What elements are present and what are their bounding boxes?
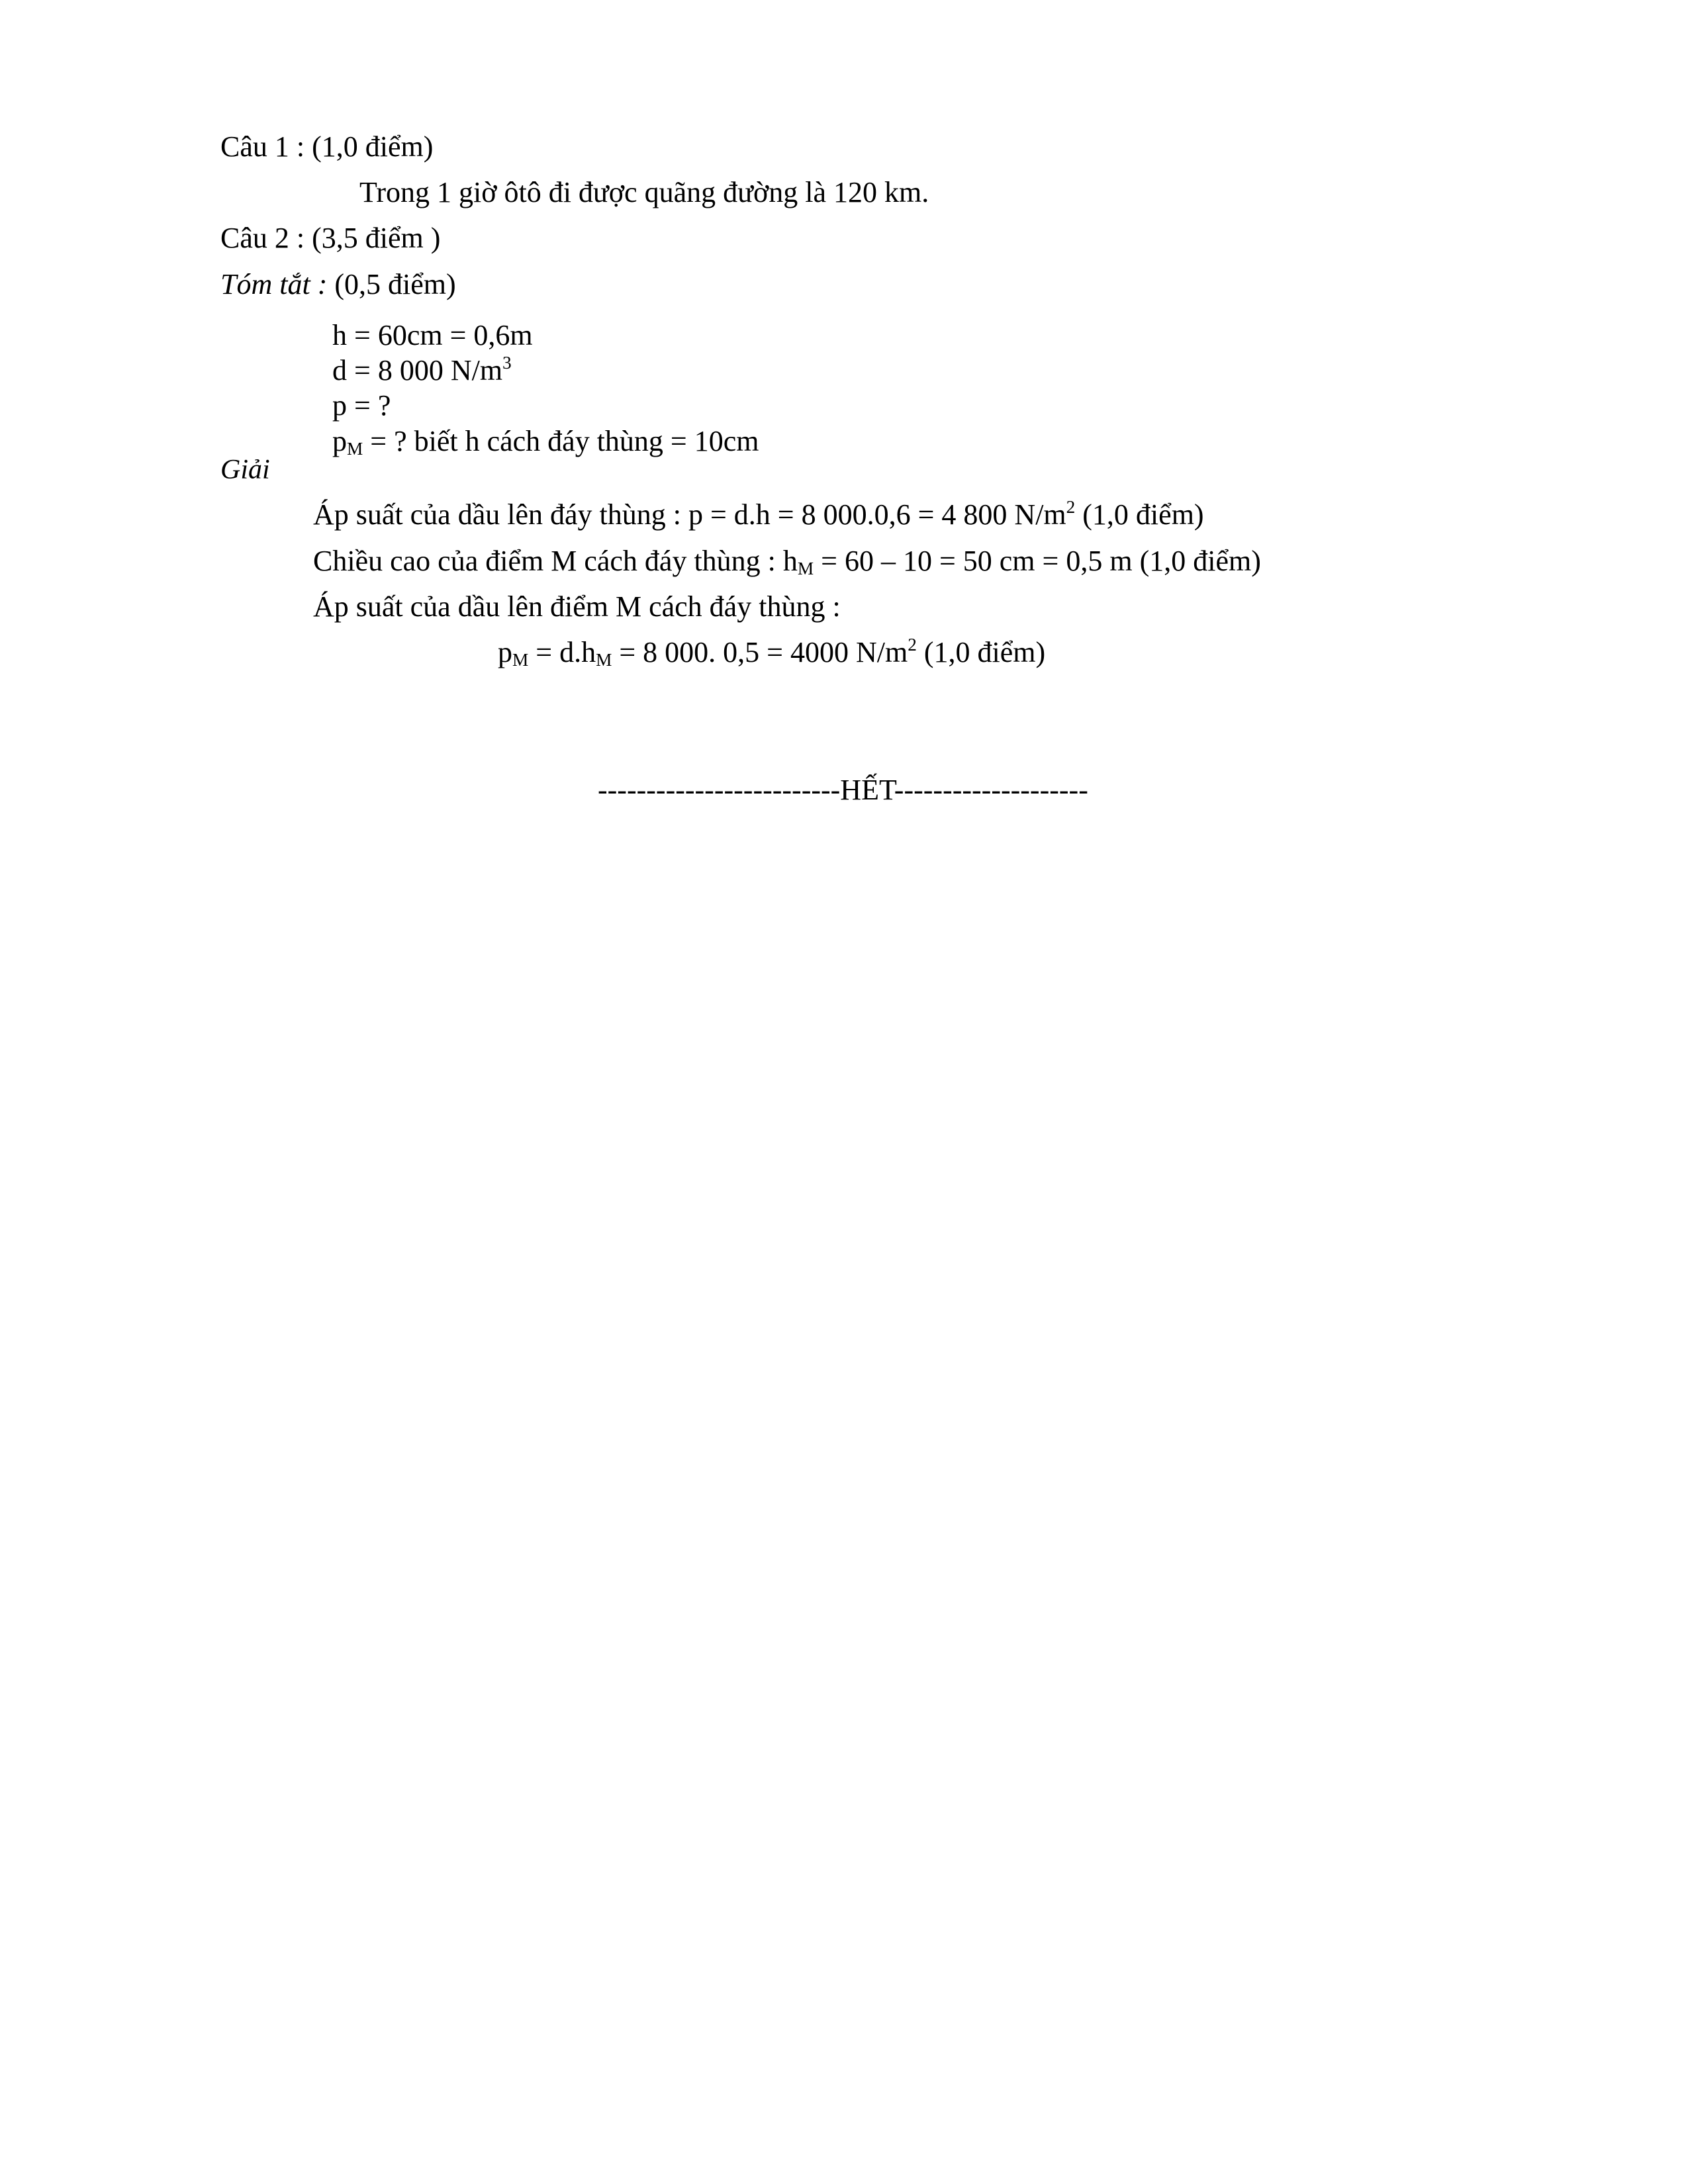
given-d <box>332 353 512 387</box>
solution-step-1 <box>313 497 1204 531</box>
step4-exponent: 2 <box>908 635 917 655</box>
solution-step-3: Áp suất của dầu lên điểm M cách đáy thùng : <box>313 590 841 623</box>
solution-step-4 <box>498 635 1046 670</box>
end-marker: -------------------------HẾT-------------------- <box>598 774 1088 806</box>
summary-line <box>220 270 456 299</box>
summary-points: (0,5 điểm) <box>327 268 456 300</box>
solution-step-2 <box>313 547 1261 576</box>
q2-heading: Câu 2 : (3,5 điểm ) <box>220 222 441 254</box>
q1-answer: Trong 1 giờ ôtô đi được quãng đường là 120 km. <box>359 176 929 208</box>
step1-exponent: 2 <box>1066 497 1076 518</box>
solution-label: Giải <box>220 455 270 485</box>
step4-value: = 8 000. 0,5 = 4000 N/m <box>612 636 908 668</box>
given-pm-subscript: M <box>347 439 363 459</box>
given-h: h = 60cm = 0,6m <box>332 319 533 351</box>
given-pm-text: = ? biết h cách đáy thùng = 10cm <box>363 425 759 457</box>
step4-p: p <box>498 636 512 668</box>
summary-label: Tóm tắt : <box>220 268 328 300</box>
step2-subscript: M <box>797 559 814 578</box>
given-pm-base: p <box>332 425 347 457</box>
step4-subscript-2: M <box>596 650 612 670</box>
step2-text: Chiều cao của điểm M cách đáy thùng : h <box>313 545 798 577</box>
given-pm <box>332 425 759 459</box>
step1-points: (1,0 điểm) <box>1075 498 1204 531</box>
step1-text: Áp suất của dầu lên đáy thùng : p = d.h = 8 000.0,6 = 4 800 N/m <box>313 498 1066 531</box>
given-p: p = ? <box>332 389 391 422</box>
step2-rest: = 60 – 10 = 50 cm = 0,5 m (1,0 điểm) <box>814 545 1261 577</box>
step4-mid: = d.h <box>528 636 596 668</box>
q1-heading: Câu 1 : (1,0 điểm) <box>220 130 434 163</box>
given-d-exponent: 3 <box>502 353 512 373</box>
given-d-text: d = 8 000 N/m <box>332 354 503 387</box>
step4-points: (1,0 điểm) <box>916 636 1046 668</box>
step4-subscript-1: M <box>512 650 529 670</box>
